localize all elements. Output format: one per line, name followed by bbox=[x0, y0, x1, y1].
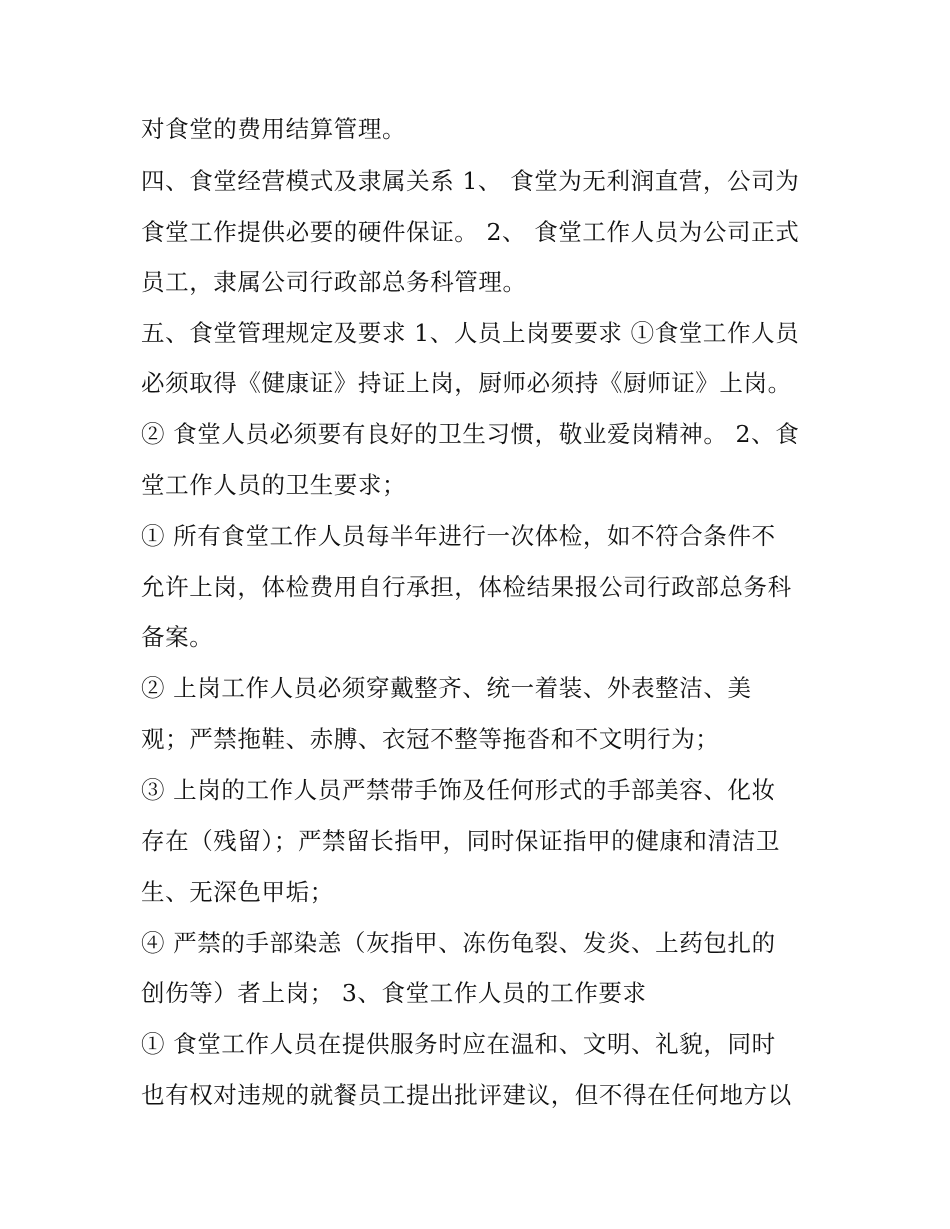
text-line: ① 食堂工作人员在提供服务时应在温和、文明、礼貌，同时 bbox=[141, 1030, 776, 1058]
text-line: 生、无深色甲垢； bbox=[141, 878, 334, 906]
text-line: 四、食堂经营模式及隶属关系 1、 食堂为无利润直营，公司为 bbox=[141, 167, 800, 195]
text-line: ④ 严禁的手部染恙（灰指甲、冻伤龟裂、发炎、上药包扎的 bbox=[141, 929, 776, 957]
text-line: 观；严禁拖鞋、赤膊、衣冠不整等拖沓和不文明行为； bbox=[141, 725, 720, 753]
text-line: 创伤等）者上岗； 3、食堂工作人员的工作要求 bbox=[141, 979, 647, 1007]
text-line: 也有权对违规的就餐员工提出批评建议，但不得在任何地方以 bbox=[141, 1081, 792, 1109]
text-line: 五、食堂管理规定及要求 1、人员上岗要要求 ①食堂工作人员 bbox=[141, 319, 800, 347]
text-line: ② 食堂人员必须要有良好的卫生习惯，敬业爱岗精神。 2、食 bbox=[141, 420, 800, 448]
text-line: ③ 上岗的工作人员严禁带手饰及任何形式的手部美容、化妆 bbox=[141, 776, 776, 804]
text-line: 存在（残留）；严禁留长指甲，同时保证指甲的健康和清洁卫 bbox=[141, 827, 780, 855]
text-line: 对食堂的费用结算管理。 bbox=[141, 115, 407, 143]
text-line: 允许上岗，体检费用自行承担，体检结果报公司行政部总务科 bbox=[141, 573, 792, 601]
text-line: ② 上岗工作人员必须穿戴整齐、统一着装、外表整洁、美 bbox=[141, 674, 752, 702]
text-line: 堂工作人员的卫生要求； bbox=[141, 471, 407, 499]
text-line: 食堂工作提供必要的硬件保证。 2、 食堂工作人员为公司正式 bbox=[141, 218, 800, 246]
text-line: 必须取得《健康证》持证上岗，厨师必须持《厨师证》上岗。 bbox=[141, 369, 792, 397]
text-line: 备案。 bbox=[141, 623, 214, 651]
text-line: 员工，隶属公司行政部总务科管理。 bbox=[141, 268, 527, 296]
text-line: ① 所有食堂工作人员每半年进行一次体检，如不符合条件不 bbox=[141, 522, 776, 550]
